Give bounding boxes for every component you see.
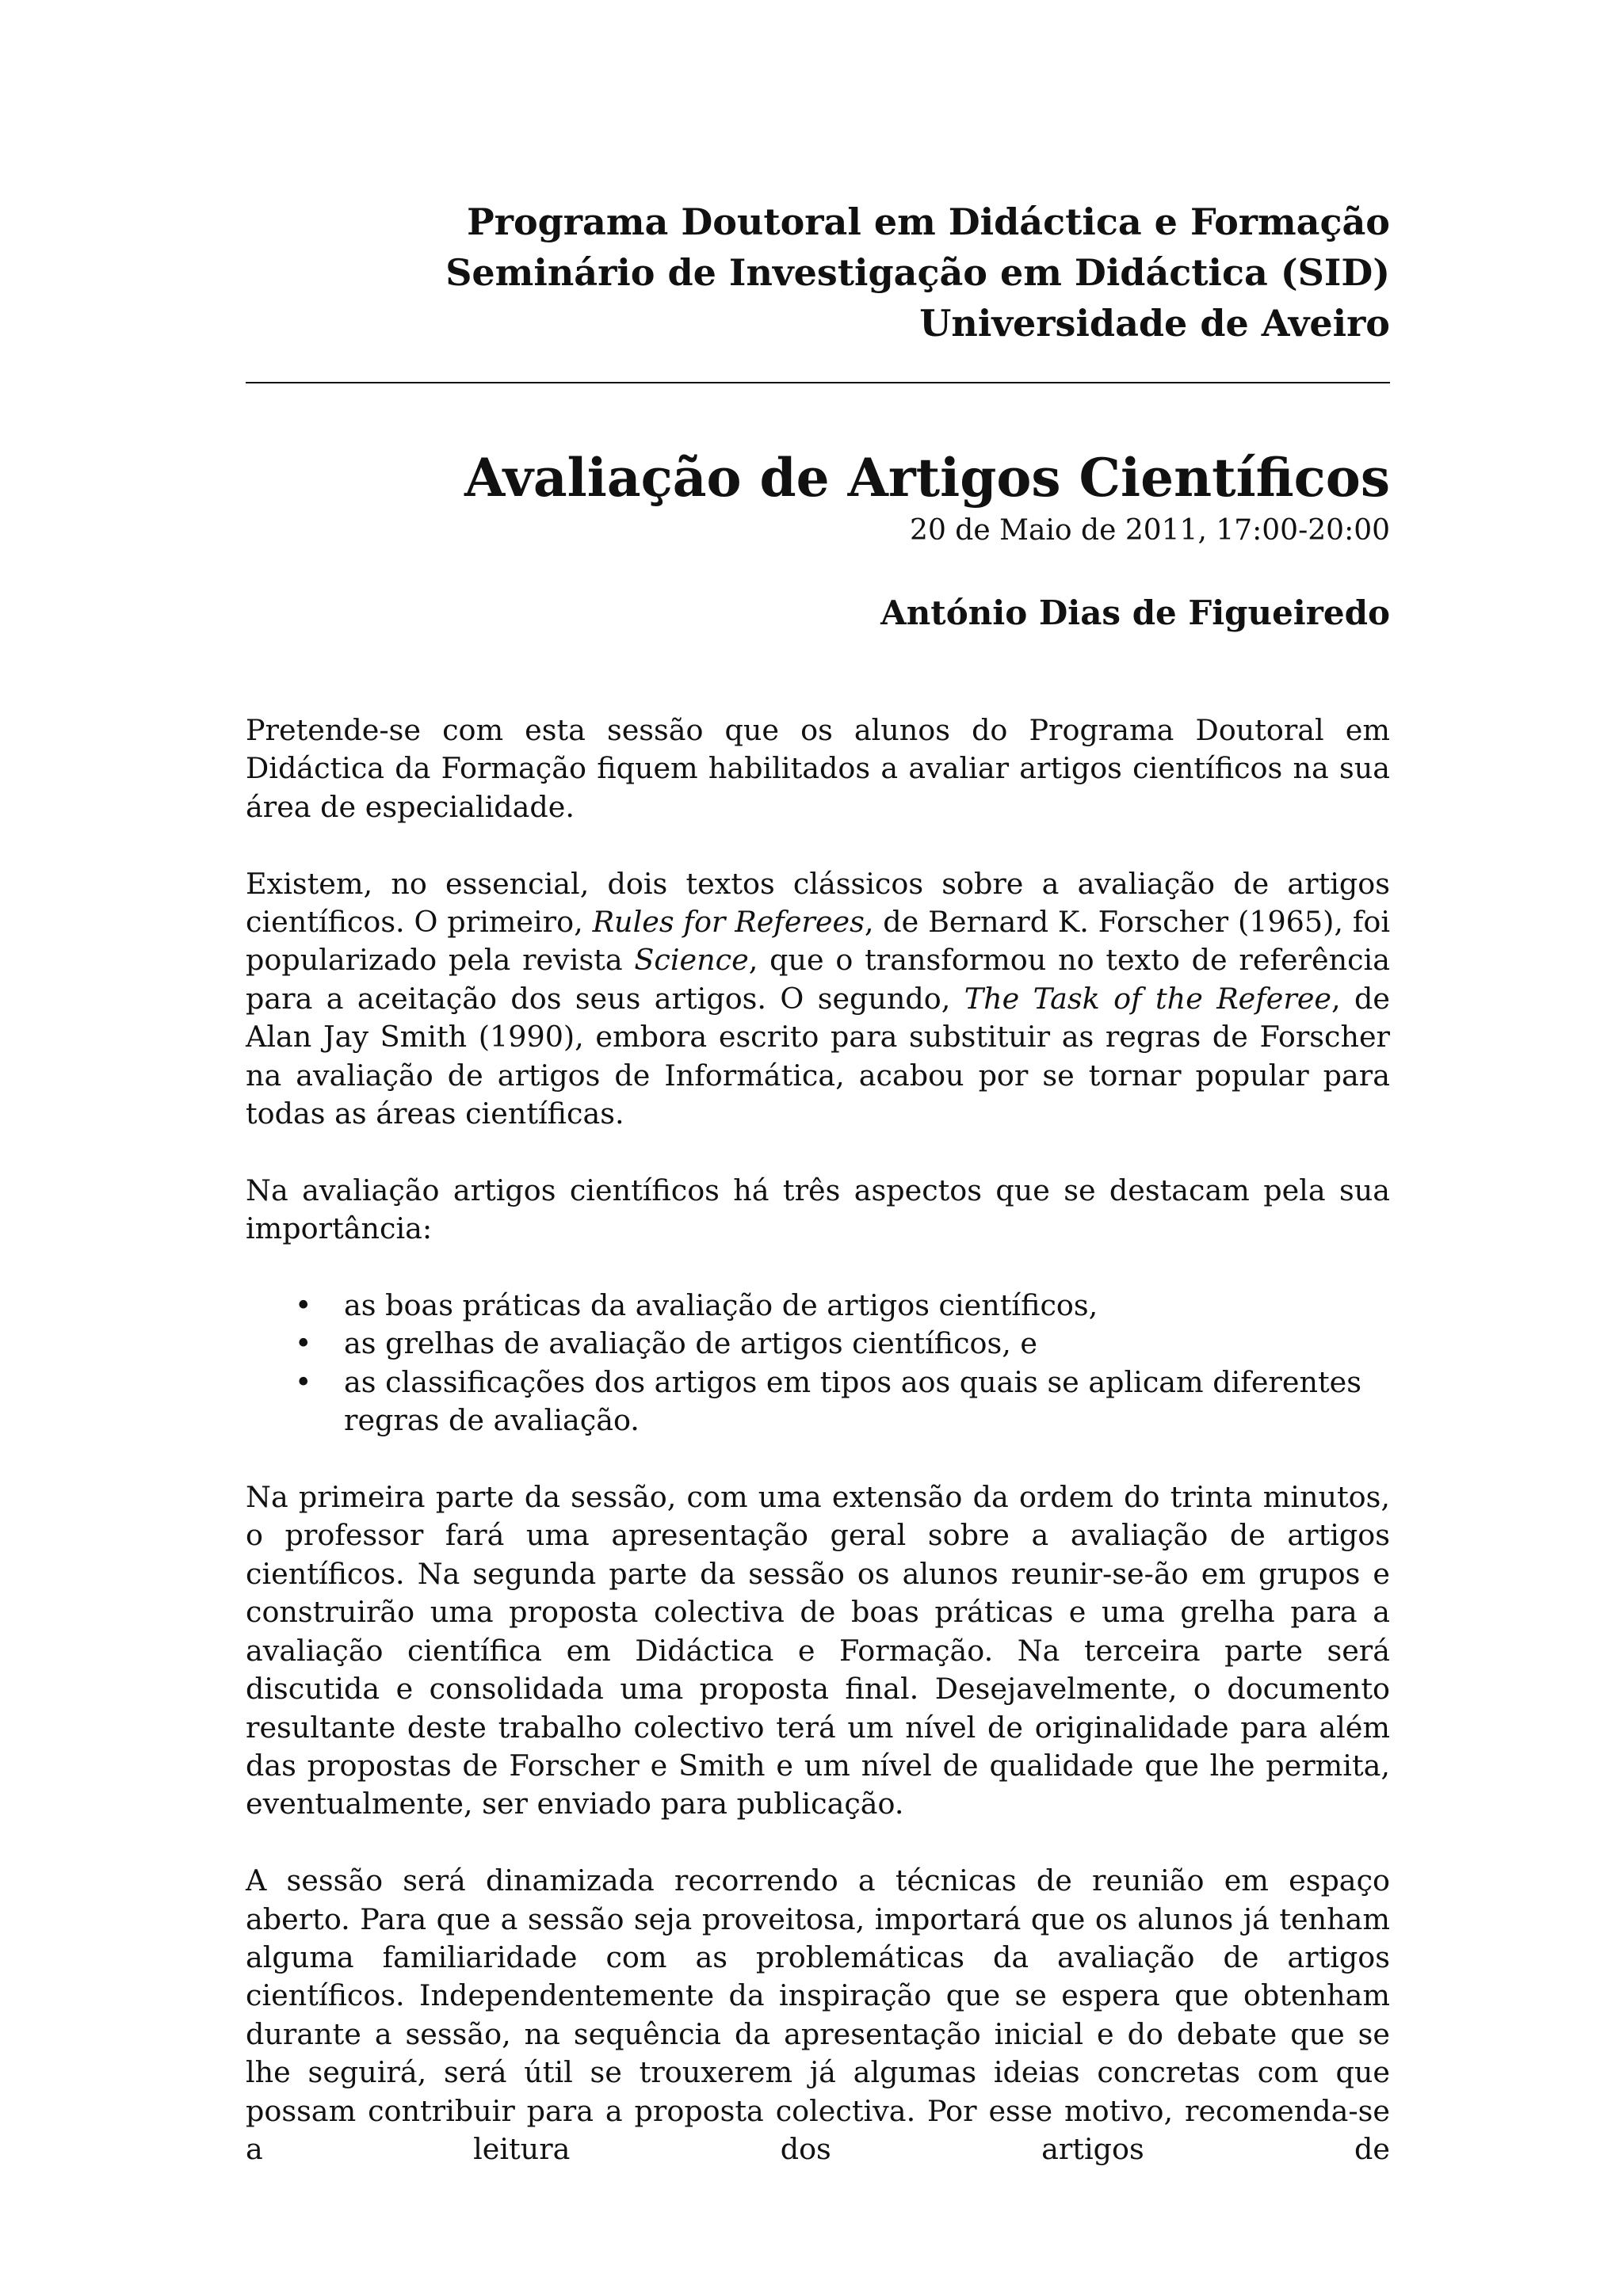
session-date: 20 de Maio de 2011, 17:00-20:00 bbox=[910, 514, 1390, 547]
bullet-icon: • bbox=[295, 1288, 312, 1323]
list-item bbox=[295, 1363, 1390, 1440]
header-university: Universidade de Aveiro bbox=[919, 302, 1390, 345]
list-item bbox=[295, 1287, 1390, 1325]
paragraph-text: , de Alan Jay Smith (1990), embora escrito para substituir as regras de Forscher na avaliação de artigos de Informática, acabou por se tornar popular para todas as áreas científicas. bbox=[246, 981, 1390, 1131]
document-header bbox=[246, 196, 1390, 349]
paragraph-text: , que o transformou no texto de referência para a aceitação dos seus artigos. O segundo, bbox=[246, 943, 1390, 1016]
paragraph-aspects: Na avaliação artigos científicos há três aspectos que se destacam pela sua importância: bbox=[246, 1173, 1390, 1246]
header-divider bbox=[246, 382, 1390, 383]
paragraph-intro: Pretende-se com esta sessão que os alunos do Programa Doutoral em Didáctica da Formação fiquem habilitados a avaliar artigos científicos na sua área de especialidade. bbox=[246, 713, 1390, 824]
document-title: Avaliação de Artigos Científicos bbox=[464, 447, 1390, 509]
aspects-list bbox=[246, 1287, 1390, 1440]
paragraph-text: Existem, no essencial, dois textos clássicos sobre a avaliação de artigos científicos. O primeiro, bbox=[246, 866, 1390, 940]
paragraph-session-dynamics: A sessão será dinamizada recorrendo a técnicas de reunião em espaço aberto. Para que a sessão seja proveitosa, importará que os alunos já tenham alguma familiaridade com as problemáticas da avaliação de artigos científicos. Independentemente da inspiração que se espera que obtenham durante a sessão, na sequência da apresentação inicial e do debate que se lhe seguirá, será útil se trouxerem já algumas ideias concretas com que possam contribuir para a proposta colectiva. Por esse motivo, recomenda-se a leitura dos artigos de bbox=[246, 1863, 1390, 2166]
bullet-icon: • bbox=[295, 1326, 312, 1361]
header-seminar: Seminário de Investigação em Didáctica (SID) bbox=[445, 251, 1390, 294]
document-page bbox=[246, 0, 1390, 2296]
list-item bbox=[295, 1325, 1390, 1363]
bullet-icon: • bbox=[295, 1364, 312, 1399]
paragraph-classic-texts bbox=[246, 865, 1390, 1134]
paragraph-text: , de Bernard K. Forscher (1965), foi popularizado pela revista bbox=[246, 905, 1390, 978]
reference-title: Rules for Referees bbox=[592, 905, 865, 940]
list-item-text: as boas práticas da avaliação de artigos científicos, bbox=[344, 1288, 1098, 1323]
header-program: Programa Doutoral em Didáctica e Formação bbox=[467, 200, 1390, 243]
list-item-text: as classificações dos artigos em tipos aos quais se aplicam diferentes regras de avaliação. bbox=[344, 1364, 1361, 1438]
journal-title: Science bbox=[634, 943, 749, 978]
document-body bbox=[246, 711, 1390, 2207]
reference-title: The Task of the Referee bbox=[964, 981, 1332, 1016]
author-name: António Dias de Figueiredo bbox=[880, 593, 1390, 632]
paragraph-session-structure: Na primeira parte da sessão, com uma extensão da ordem do trinta minutos, o professor fará uma apresentação geral sobre a avaliação de artigos científicos. Na segunda parte da sessão os alunos reunir-se-ão em grupos e construirão uma proposta colectiva de boas práticas e uma grelha para a avaliação científica em Didáctica e Formação. Na terceira parte será discutida e consolidada uma proposta final. Desejavelmente, o documento resultante deste trabalho colectivo terá um nível de originalidade para além das propostas de Forscher e Smith e um nível de qualidade que lhe permita, eventualmente, ser enviado para publicação. bbox=[246, 1480, 1390, 1821]
list-item-text: as grelhas de avaliação de artigos científicos, e bbox=[344, 1326, 1038, 1361]
